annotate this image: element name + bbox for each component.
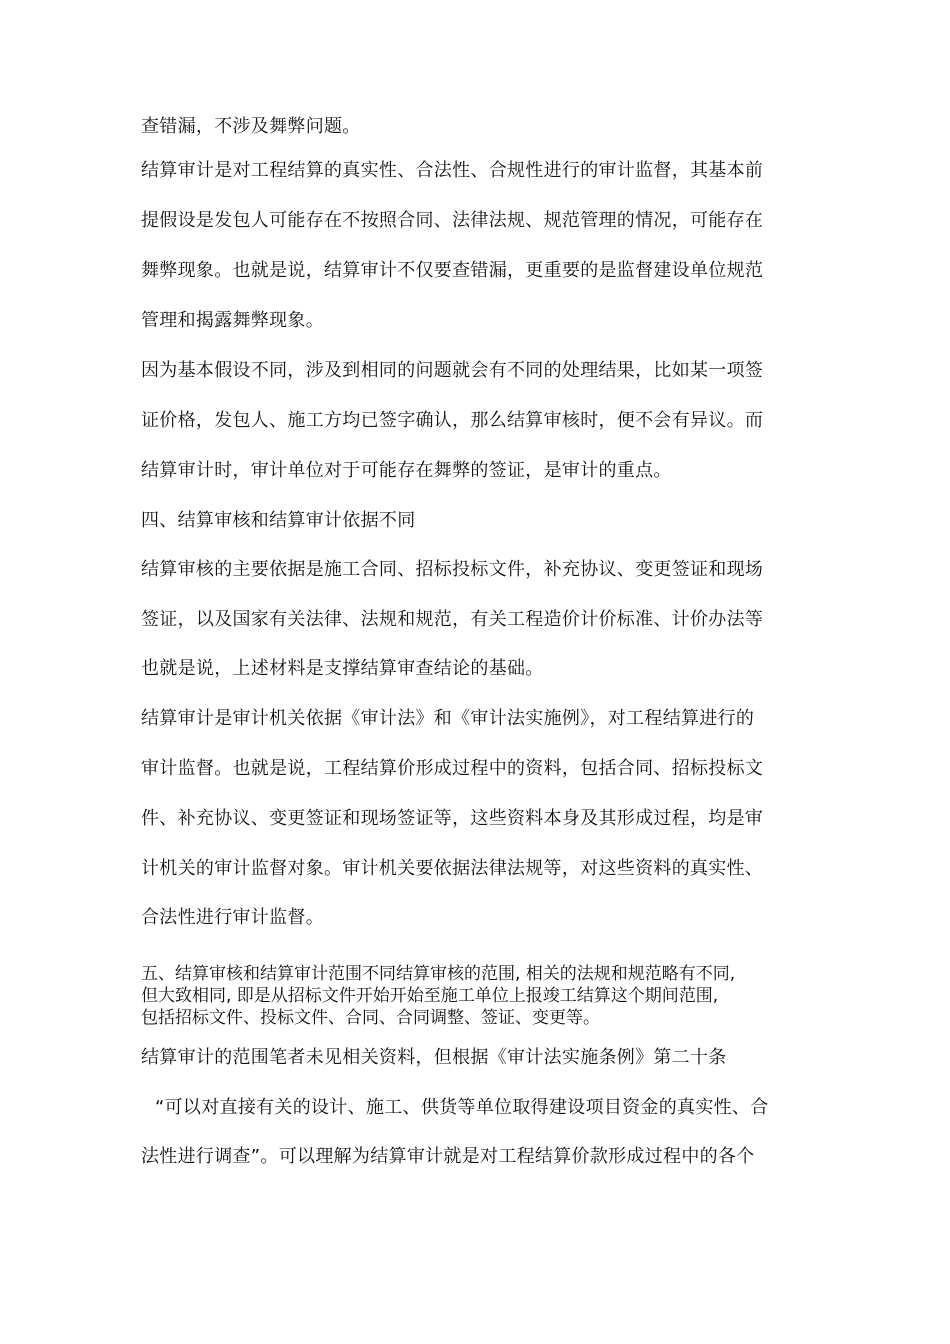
text-line: 因为基本假设不同，涉及到相同的问题就会有不同的处理结果，比如某一项签 xyxy=(141,360,764,381)
text-line: 结算审计的范围笔者未见相关资料，但根据《审计法实施条例》第二十条 xyxy=(141,1047,727,1068)
text-line: 计机关的审计监督对象。审计机关要依据法律法规等，对这些资料的真实性、 xyxy=(141,858,764,879)
text-line: 但大致相同, 即是从招标文件开始开始至施工单位上报竣工结算这个期间范围, xyxy=(141,986,719,1006)
text-line: 合法性进行审计监督。 xyxy=(141,907,324,928)
text-line: 查错漏，不涉及舞弊问题。 xyxy=(141,116,361,137)
section-heading: 四、结算审核和结算审计依据不同 xyxy=(141,510,416,531)
text-line: “可以对直接有关的设计、施工、供货等单位取得建设项目资金的真实性、合 xyxy=(155,1097,769,1118)
text-line: 证价格，发包人、施工方均已签字确认，那么结算审核时，便不会有异议。而 xyxy=(141,410,764,431)
text-line: 结算审核的主要依据是施工合同、招标投标文件，补充协议、变更签证和现场 xyxy=(141,559,764,580)
text-line: 件、补充协议、变更签证和现场签证等，这些资料本身及其形成过程，均是审 xyxy=(141,808,764,829)
text-line: 法性进行调查”。可以理解为结算审计就是对工程结算价款形成过程中的各个 xyxy=(141,1146,755,1167)
text-line: 结算审计时，审计单位对于可能存在舞弊的签证，是审计的重点。 xyxy=(141,460,672,481)
text-line: 也就是说，上述材料是支撑结算审查结论的基础。 xyxy=(141,658,544,679)
text-line: 签证，以及国家有关法律、法规和规范，有关工程造价计价标准、计价办法等 xyxy=(141,609,764,630)
text-line: 舞弊现象。也就是说，结算审计不仅要查错漏，更重要的是监督建设单位规范 xyxy=(141,260,764,281)
text-line: 结算审计是对工程结算的真实性、合法性、合规性进行的审计监督，其基本前 xyxy=(141,160,764,181)
text-line: 管理和揭露舞弊现象。 xyxy=(141,310,324,331)
text-line: 结算审计是审计机关依据《审计法》和《审计法实施例》，对工程结算进行的 xyxy=(141,708,755,729)
text-line: 包括招标文件、投标文件、合同、合同调整、签证、变更等。 xyxy=(141,1008,600,1028)
section-heading-paragraph-line: 五、结算审核和结算审计范围不同结算审核的范围, 相关的法规和规范略有不同, xyxy=(141,964,736,984)
text-line: 审计监督。也就是说，工程结算价形成过程中的资料，包括合同、招标投标文 xyxy=(141,758,764,779)
text-line: 提假设是发包人可能存在不按照合同、法律法规、规范管理的情况，可能存在 xyxy=(141,210,764,231)
